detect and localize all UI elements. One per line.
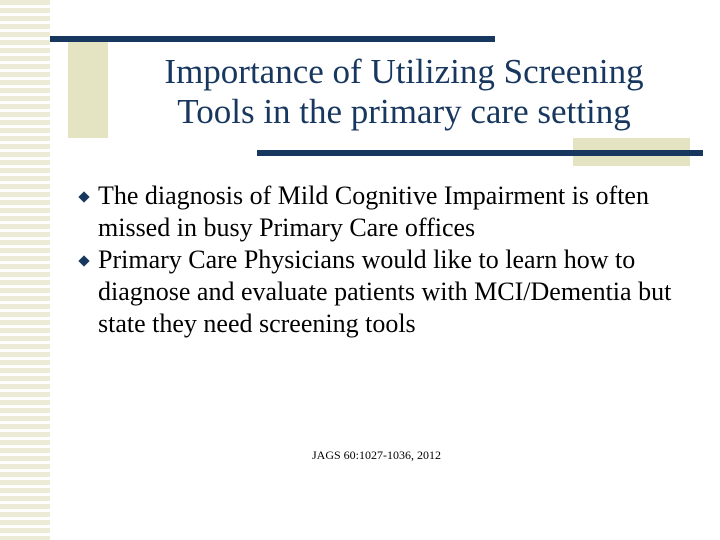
diamond-bullet-icon — [78, 255, 89, 266]
slide-title-line-2: Tools in the primary care setting — [177, 92, 631, 131]
title-rule-top — [50, 36, 495, 42]
bullet-text: The diagnosis of Mild Cognitive Impairment is often missed in busy Primary Care offices — [98, 181, 649, 242]
striped-sidebar-decoration — [0, 0, 50, 540]
bullet-item — [78, 180, 678, 244]
bullet-text: Primary Care Physicians would like to learn how to diagnose and evaluate patients with MCI/Dementia but state they need screening tools — [98, 245, 672, 338]
slide-title — [104, 52, 704, 132]
diamond-bullet-icon — [78, 191, 89, 202]
title-rule-bottom — [257, 150, 703, 156]
slide-title-line-1: Importance of Utilizing Screening — [164, 52, 644, 91]
bullet-item — [78, 244, 678, 340]
title-accent-block — [68, 42, 108, 138]
citation: JAGS 60:1027-1036, 2012 — [312, 448, 442, 462]
bullet-list — [78, 180, 678, 340]
